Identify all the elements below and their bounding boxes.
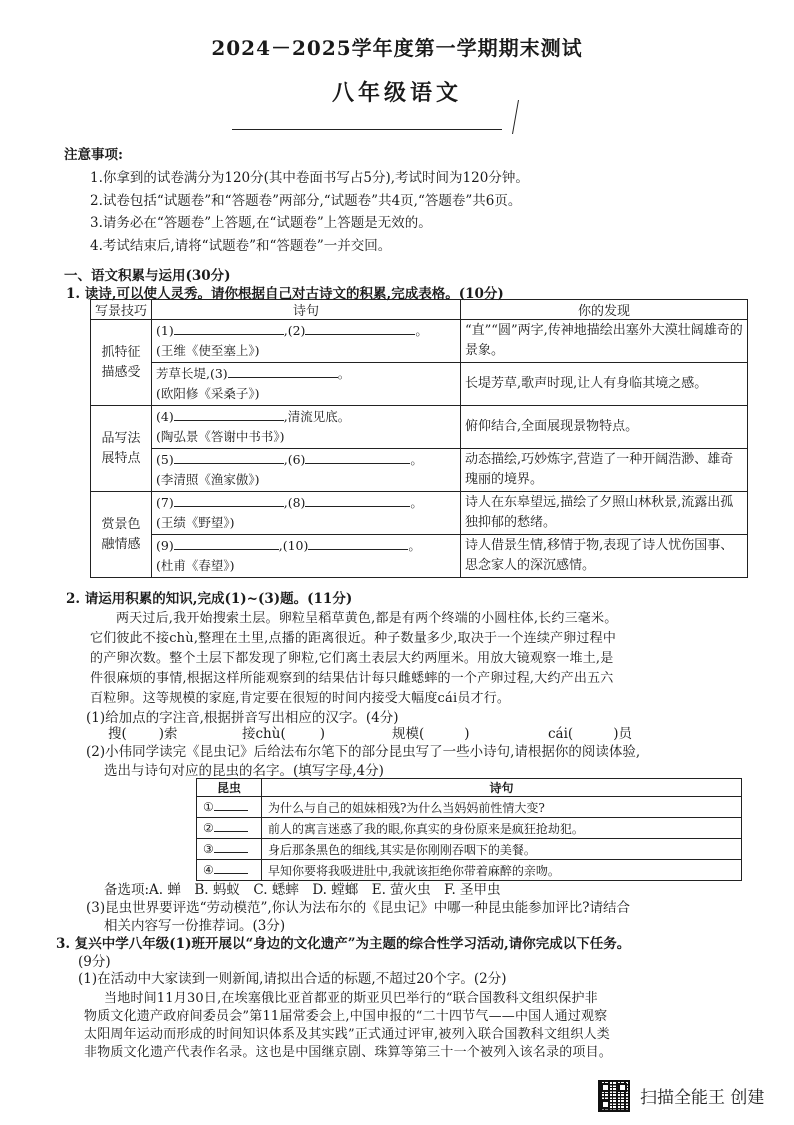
verse-cell[interactable]: (1) ,(2) 。 (王维《使至塞上》) [152,320,461,363]
table-row [91,535,748,578]
section-heading: 一、语文积累与运用(30分) [64,268,231,284]
options-line: 备选项:A. 蝉 B. 蚂蚁 C. 蟋蟀 D. 螳螂 E. 萤火虫 F. 圣甲虫 [104,882,501,898]
news-line: 当地时间11月30日,在埃塞俄比亚首都亚的斯亚贝巴举行的“联合国教科文组织保护非 [104,991,598,1006]
name-blank-line [232,129,502,130]
verse-cell[interactable]: (7) ,(8) 。 (王绩《野望》) [152,492,461,535]
insect-answer-cell[interactable]: ① [197,797,262,818]
table-row [91,406,748,449]
table-header: 诗句 [152,300,461,320]
verse-cell: 身后那条黑色的细线,其实是你刚刚吞咽下的美餐。 [262,839,742,860]
poetry-table [90,299,748,578]
finding-cell: 俯仰结合,全面展现景物特点。 [461,406,748,449]
pinyin-item[interactable]: 搜( )索 [108,726,178,742]
technique-cell: 品写法展特点 [91,406,152,492]
table-header: 写景技巧 [91,300,152,320]
finding-cell: “直”“圆”两字,传神地描绘出塞外大漠壮阔雄奇的景象。 [461,320,748,363]
news-line: 太阳周年运动而形成的时间知识体系及其实践”正式通过评审,被列入联合国教科文组织人类 [84,1027,610,1042]
qr-code-icon [598,1080,630,1112]
pinyin-item[interactable]: 规模( ) [392,726,470,742]
sub-question-3: (3)昆虫世界要评选“劳动模范”,你认为法布尔的《昆虫记》中哪一种昆虫能参加评比?请结合 [86,900,630,916]
insect-answer-cell[interactable]: ④ [197,860,262,881]
finding-cell: 诗人借景生情,移情于物,表现了诗人忧伤国事、思念家人的深沉感情。 [461,535,748,578]
sub-question-2: (2)小伟同学读完《昆虫记》后给法布尔笔下的部分昆虫写了一些小诗句,请根据你的阅读体验, [86,744,641,760]
question-3-stem: 3. 复兴中学八年级(1)班开展以“身边的文化遗产”为主题的综合性学习活动,请你完成以下任务。 [56,936,631,952]
verse-cell[interactable]: 芳草长堤,(3) 。 (欧阳修《采桑子》) [152,363,461,406]
table-row [197,839,742,860]
passage-line: 两天过后,我开始搜索土层。卵粒呈稻草黄色,都是有两个终端的小圆柱体,长约三毫米。 [116,611,618,626]
question-2-stem: 2. 请运用积累的知识,完成(1)~(3)题。(11分) [66,591,353,607]
notice-item: 2.试卷包括“试题卷”和“答题卷”两部分,“试题卷”共4页,“答题卷”共6页。 [90,193,522,209]
news-line: 物质文化遗产政府间委员会”第11届常委会上,中国申报的“二十四节气——中国人通过观察 [84,1009,608,1024]
verse-cell[interactable]: (9) ,(10) 。 (杜甫《春望》) [152,535,461,578]
verse-cell[interactable]: (5) ,(6) 。 (李清照《渔家傲》) [152,449,461,492]
verse-cell[interactable]: (4) ,清流见底。 (陶弘景《答谢中书书》) [152,406,461,449]
passage-line: 件很麻烦的事情,根据这样所能观察到的结果估计每只雌蟋蟀的一个产卵过程,大约产出五六 [90,671,614,686]
notice-heading: 注意事项: [64,147,123,163]
table-header: 你的发现 [461,300,748,320]
table-row [91,320,748,363]
sub-question-3-cont: 相关内容写一份推荐词。(3分) [104,918,286,934]
insect-answer-cell[interactable]: ② [197,818,262,839]
table-header: 昆虫 [197,779,262,797]
notice-item: 4.考试结束后,请将“试题卷”和“答题卷”一并交回。 [90,238,392,254]
table-row [197,818,742,839]
table-header: 诗句 [262,779,742,797]
passage-line: 它们彼此不接chù,整理在土里,点播的距离很近。种子数量多少,取决于一个连续产卵过程中 [90,631,617,646]
finding-cell: 诗人在东皋望远,描绘了夕照山林秋景,流露出孤独抑郁的愁绪。 [461,492,748,535]
q3-sub-question-1: (1)在活动中大家读到一则新闻,请拟出合适的标题,不超过20个字。(2分) [78,971,507,987]
finding-cell: 动态描绘,巧妙炼字,营造了一种开阔浩渺、雄奇瑰丽的境界。 [461,449,748,492]
sub-question-1: (1)给加点的字注音,根据拼音写出相应的汉字。(4分) [86,710,399,726]
table-row [91,449,748,492]
technique-cell: 赏景色融情感 [91,492,152,578]
scanner-watermark: 扫描全能王 创建 [640,1088,765,1108]
notice-item: 1.你拿到的试卷满分为120分(其中卷面书写占5分),考试时间为120分钟。 [90,170,529,186]
verse-cell: 前人的寓言迷惑了我的眼,你真实的身份原来是疯狂抢劫犯。 [262,818,742,839]
insect-answer-cell[interactable]: ③ [197,839,262,860]
verse-cell: 为什么与自己的姐妹相残?为什么当妈妈前性情大变? [262,797,742,818]
question-3-stem-cont: (9分) [78,954,111,970]
technique-cell: 抓特征描感受 [91,320,152,406]
verse-cell: 早知你要将我吸进肚中,我就该拒绝你带着麻醉的亲吻。 [262,860,742,881]
insect-table [196,778,742,881]
pinyin-item[interactable]: 接chù( ) [242,726,325,742]
table-row [91,492,748,535]
table-row [91,363,748,406]
pinyin-item[interactable]: cái( )员 [548,726,632,742]
exam-title: 2024－2025学年度第一学期期末测试 [211,36,583,60]
table-row [197,797,742,818]
question-1-stem: 1. 读诗,可以使人灵秀。请你根据自己对古诗文的积累,完成表格。(10分) [66,286,504,302]
notice-item: 3.请务必在“答题卷”上答题,在“试题卷”上答题是无效的。 [90,215,432,231]
sub-question-2-cont: 选出与诗句对应的昆虫的名字。(填写字母,4分) [104,763,384,779]
passage-line: 的产卵次数。整个土层下都发现了卵粒,它们离土表层大约两厘米。用放大镜观察一堆土,是 [90,651,614,666]
news-line: 非物质文化遗产代表作名录。这也是中国继京剧、珠算等第三十一个被列入该名录的项目。 [84,1045,613,1060]
finding-cell: 长堤芳草,歌声时现,让人有身临其境之感。 [461,363,748,406]
passage-line: 百粒卵。这等规模的家庭,肯定要在很短的时间内接受大幅度cái员才行。 [90,691,511,706]
exam-subtitle: 八年级语文 [331,80,462,106]
